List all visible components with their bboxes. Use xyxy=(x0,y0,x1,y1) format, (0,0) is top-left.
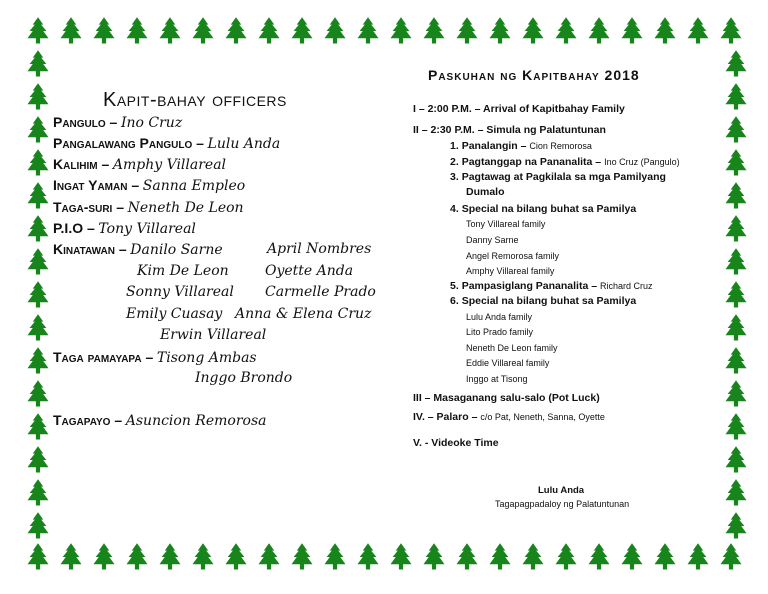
sub-number: 3. xyxy=(450,171,459,183)
tree-icon xyxy=(424,543,445,569)
sub-text: Pagtawag at Pagkilala sa mga Pamilyang xyxy=(461,171,666,183)
tree-icon xyxy=(28,479,49,505)
tree-icon xyxy=(688,543,709,569)
tree-icon xyxy=(490,17,511,43)
tree-icon xyxy=(160,543,181,569)
tree-icon xyxy=(655,543,676,569)
tree-icon xyxy=(28,314,49,340)
sub-text: Special na bilang buhat sa Pamilya xyxy=(461,203,637,215)
officer-name: Neneth De Leon xyxy=(127,200,244,216)
officer-role: Ingat Yaman – xyxy=(53,177,140,193)
tree-icon xyxy=(28,83,49,109)
tree-icon xyxy=(325,543,346,569)
tree-icon xyxy=(655,17,676,43)
officer-name: Lulu Anda xyxy=(207,136,281,152)
tree-icon xyxy=(28,413,49,439)
tree-icon xyxy=(28,149,49,175)
officer-name: Sanna Empleo xyxy=(142,178,246,194)
sub-number: 5. xyxy=(450,280,459,292)
program-item-5: V. - Videoke Time xyxy=(413,437,499,449)
tree-icon xyxy=(127,543,148,569)
officer-role: Tagapayo – xyxy=(53,412,123,428)
family-item: Amphy Villareal family xyxy=(466,266,555,276)
sub-number: 2. xyxy=(450,156,459,168)
kinatawan-name: Anna & Elena Cruz xyxy=(235,306,372,322)
tree-icon xyxy=(127,17,148,43)
tree-icon xyxy=(94,17,115,43)
program-sub-4 xyxy=(450,203,636,215)
tree-icon xyxy=(589,543,610,569)
tree-icon xyxy=(358,543,379,569)
tree-icon xyxy=(490,543,511,569)
officer-name: Amphy Villareal xyxy=(112,157,227,173)
officer-name: Danilo Sarne xyxy=(130,242,223,258)
tree-icon xyxy=(28,347,49,373)
family-item: Lulu Anda family xyxy=(466,312,533,322)
program-sub-5 xyxy=(450,280,653,292)
tree-icon xyxy=(292,543,313,569)
pamayapa-row xyxy=(53,347,257,369)
officer-role: Kalihim – xyxy=(53,156,110,172)
officer-role: Pangulo – xyxy=(53,114,118,130)
tree-icon xyxy=(556,17,577,43)
sub-who: Richard Cruz xyxy=(600,281,653,291)
tree-icon xyxy=(28,17,49,43)
officer-name: Asuncion Remorosa xyxy=(125,413,267,429)
tree-icon xyxy=(424,17,445,43)
tree-icon xyxy=(726,413,747,439)
signature-name: Lulu Anda xyxy=(538,485,585,496)
kinatawan-name: Emily Cuasay xyxy=(126,306,223,322)
tree-icon xyxy=(61,543,82,569)
sub-text: Pampasiglang Pananalita – xyxy=(461,280,598,292)
tree-icon xyxy=(28,182,49,208)
family-item: Eddie Villareal family xyxy=(466,358,550,368)
tree-icon xyxy=(28,116,49,142)
tree-icon xyxy=(193,543,214,569)
tree-icon xyxy=(259,17,280,43)
tree-icon xyxy=(622,543,643,569)
officer-name: Tisong Ambas xyxy=(156,350,257,366)
tree-icon xyxy=(721,17,742,43)
family-item: Inggo at Tisong xyxy=(466,374,528,384)
tree-icon xyxy=(28,50,49,76)
tree-icon xyxy=(726,116,747,142)
program-title: Paskuhan ng Kapitbahay 2018 xyxy=(428,67,640,83)
program-item-4 xyxy=(413,411,605,423)
officers-title: Kapit-bahay officers xyxy=(103,89,287,111)
tree-icon xyxy=(457,543,478,569)
tree-icon xyxy=(28,380,49,406)
item4-label: IV. – Palaro – xyxy=(413,411,478,423)
tree-icon xyxy=(726,182,747,208)
signature-title: Tagapagpadaloy ng Palatuntunan xyxy=(495,499,630,509)
family-item: Lito Prado family xyxy=(466,327,534,337)
officer-role: P.I.O – xyxy=(53,220,95,236)
tree-icon xyxy=(622,17,643,43)
sub-text: Special na bilang buhat sa Pamilya xyxy=(461,295,637,307)
item4-who: c/o Pat, Neneth, Sanna, Oyette xyxy=(480,412,605,422)
kinatawan-name: Oyette Anda xyxy=(265,263,354,279)
sub-text: Panalangin – xyxy=(461,140,527,152)
officer-role: Kinatawan – xyxy=(53,241,127,257)
sub-number: 6. xyxy=(450,295,459,307)
tree-icon xyxy=(688,17,709,43)
pamayapa-name: Inggo Brondo xyxy=(195,370,293,386)
tree-icon xyxy=(523,17,544,43)
tree-icon xyxy=(726,512,747,538)
tree-icon xyxy=(589,17,610,43)
tree-icon xyxy=(358,17,379,43)
tree-icon xyxy=(226,17,247,43)
family-item: Angel Remorosa family xyxy=(466,251,560,261)
tree-icon xyxy=(726,479,747,505)
tree-icon xyxy=(94,543,115,569)
officer-row-pio xyxy=(53,218,196,240)
tree-icon xyxy=(61,17,82,43)
tree-icon xyxy=(726,347,747,373)
tree-icon xyxy=(726,149,747,175)
tree-icon xyxy=(28,281,49,307)
officer-row-pangalawang xyxy=(53,133,280,155)
kinatawan-row xyxy=(53,239,223,261)
tree-icon xyxy=(726,446,747,472)
officer-row-kalihim xyxy=(53,154,226,176)
officer-row-pangulo xyxy=(53,112,182,134)
sub-number: 1. xyxy=(450,140,459,152)
tree-icon xyxy=(28,446,49,472)
family-item: Neneth De Leon family xyxy=(466,343,558,353)
program-sub-3 xyxy=(450,171,666,183)
program-item-3: III – Masaganang salu-salo (Pot Luck) xyxy=(413,392,600,404)
officer-role: Pangalawang Pangulo – xyxy=(53,135,204,151)
kinatawan-name: Kim De Leon xyxy=(137,263,229,279)
program-sub-2 xyxy=(450,156,680,168)
program-sub-1 xyxy=(450,140,592,152)
family-item: Tony Villareal family xyxy=(466,219,546,229)
officer-row-ingat-yaman xyxy=(53,175,245,197)
sub-who: Ino Cruz (Pangulo) xyxy=(604,157,680,167)
kinatawan-name: Carmelle Prado xyxy=(265,284,376,300)
tree-icon xyxy=(391,543,412,569)
kinatawan-name: Erwin Villareal xyxy=(160,327,267,343)
program-item-1: I – 2:00 P.M. – Arrival of Kapitbahay Family xyxy=(413,103,625,115)
tree-icon xyxy=(726,281,747,307)
officer-role: Taga-suri – xyxy=(53,199,125,215)
tree-icon xyxy=(259,543,280,569)
tree-icon xyxy=(721,543,742,569)
tree-icon xyxy=(726,50,747,76)
tree-icon xyxy=(292,17,313,43)
program-sub-3-cont: Dumalo xyxy=(466,186,505,198)
program-sub-6 xyxy=(450,295,636,307)
tree-icon xyxy=(193,17,214,43)
tree-icon xyxy=(28,215,49,241)
officer-name: Ino Cruz xyxy=(120,115,183,131)
tree-icon xyxy=(457,17,478,43)
kinatawan-name: April Nombres xyxy=(267,241,372,257)
tree-icon xyxy=(556,543,577,569)
officer-row-taga-suri xyxy=(53,197,244,219)
tree-icon xyxy=(391,17,412,43)
tree-icon xyxy=(160,17,181,43)
tree-icon xyxy=(726,83,747,109)
tree-icon xyxy=(28,248,49,274)
tree-icon xyxy=(726,314,747,340)
family-item: Danny Sarne xyxy=(466,235,519,245)
kinatawan-name: Sonny Villareal xyxy=(126,284,234,300)
tree-icon xyxy=(28,512,49,538)
tree-icon xyxy=(325,17,346,43)
tree-icon xyxy=(226,543,247,569)
sub-who: Cion Remorosa xyxy=(529,141,592,151)
tree-icon xyxy=(28,543,49,569)
tagapayo-row xyxy=(53,410,267,432)
tree-icon xyxy=(726,380,747,406)
officer-role: Taga pamayapa – xyxy=(53,349,154,365)
tree-icon xyxy=(523,543,544,569)
tree-icon xyxy=(726,248,747,274)
program-item-2: II – 2:30 P.M. – Simula ng Palatuntunan xyxy=(413,124,606,136)
officer-name: Tony Villareal xyxy=(98,221,196,237)
tree-icon xyxy=(726,215,747,241)
sub-number: 4. xyxy=(450,203,459,215)
sub-text: Pagtanggap na Pananalita – xyxy=(461,156,602,168)
